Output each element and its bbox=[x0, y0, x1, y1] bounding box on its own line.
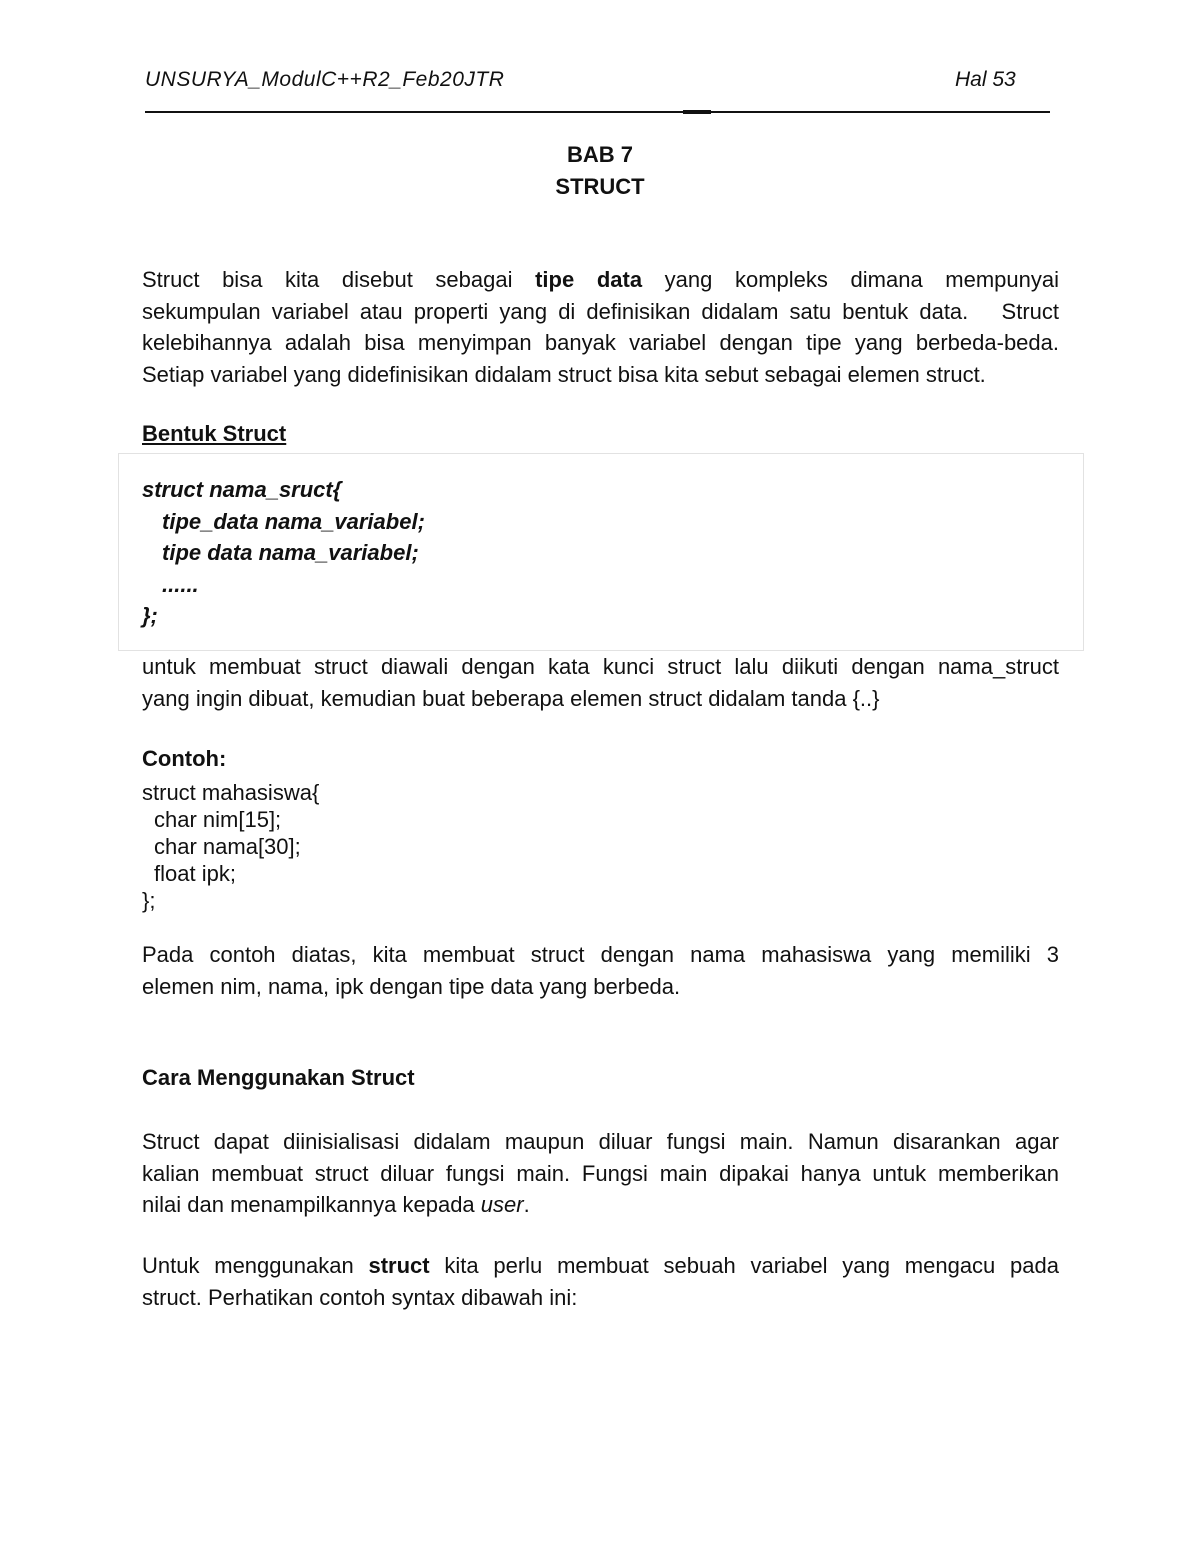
intro-text: Struct bisa kita disebut sebagai bbox=[142, 267, 536, 292]
page-number: Hal 53 bbox=[955, 68, 1016, 91]
cara-text: nilai dan menampilkannya kepada bbox=[142, 1192, 481, 1217]
code-line: tipe_data nama_variabel; bbox=[162, 508, 425, 534]
struct-syntax-code bbox=[142, 474, 425, 632]
code-line: struct mahasiswa{ bbox=[142, 780, 320, 805]
code-line: ...... bbox=[162, 571, 199, 597]
section-heading-cara: Cara Menggunakan Struct bbox=[142, 1065, 415, 1090]
example-code bbox=[142, 779, 319, 914]
code-line: tipe data nama_variabel; bbox=[162, 540, 419, 565]
intro-line-4: Setiap variabel yang didefinisikan didalam struct bisa kita sebut sebagai elemen struct. bbox=[142, 361, 986, 387]
header-rule-accent bbox=[683, 110, 711, 114]
section-heading-contoh: Contoh: bbox=[142, 746, 227, 771]
header-rule bbox=[145, 111, 1050, 113]
cara-p2-line-1 bbox=[142, 1250, 1059, 1282]
cara-p2-line-2: struct. Perhatikan contoh syntax dibawah ini: bbox=[142, 1284, 578, 1310]
section-heading-bentuk: Bentuk Struct bbox=[142, 421, 287, 446]
example-desc-line-1: Pada contoh diatas, kita membuat struct dengan nama mahasiswa yang memiliki 3 bbox=[142, 942, 1059, 967]
intro-bold-term: tipe data bbox=[535, 267, 643, 292]
code-line: char nama[30]; bbox=[154, 834, 301, 859]
cara-paragraph-1 bbox=[142, 1126, 1059, 1221]
code-line: char nim[15]; bbox=[154, 807, 282, 832]
chapter-title: STRUCT bbox=[555, 174, 645, 199]
cara-italic-term: user bbox=[480, 1192, 524, 1217]
code-line: float ipk; bbox=[154, 861, 236, 886]
example-desc-line-2: elemen nim, nama, ipk dengan tipe data yang berbeda. bbox=[142, 973, 681, 999]
cara-text: kita perlu membuat sebuah variabel yang mengacu pada bbox=[429, 1253, 1059, 1278]
cara-text: . bbox=[523, 1192, 530, 1217]
cara-p1-line-3 bbox=[142, 1189, 1059, 1221]
cara-p1-line-1: Struct dapat diinisialisasi didalam maupun diluar fungsi main. Namun disarankan agar bbox=[142, 1129, 1059, 1154]
cara-text: Untuk menggunakan bbox=[142, 1253, 369, 1278]
code-line: }; bbox=[142, 603, 158, 628]
chapter-number: BAB 7 bbox=[566, 142, 633, 167]
code-line: struct nama_sruct{ bbox=[142, 477, 342, 502]
explain-line-2: yang ingin dibuat, kemudian buat beberapa elemen struct didalam tanda {..} bbox=[142, 685, 880, 711]
intro-line-3: kelebihannya adalah bisa menyimpan banyak variabel dengan tipe yang berbeda-beda. bbox=[142, 330, 1059, 355]
cara-bold-term: struct bbox=[368, 1253, 430, 1278]
explain-line-1: untuk membuat struct diawali dengan kata kunci struct lalu diikuti dengan nama_struct bbox=[142, 654, 1059, 679]
intro-paragraph bbox=[142, 264, 1059, 390]
example-description bbox=[142, 939, 1059, 1002]
page-header-title: UNSURYA_ModulC++R2_Feb20JTR bbox=[145, 68, 505, 91]
explain-paragraph bbox=[142, 651, 1059, 714]
intro-text: yang kompleks dimana mempunyai bbox=[642, 267, 1060, 292]
intro-line-1 bbox=[142, 264, 1059, 296]
code-line: }; bbox=[142, 888, 156, 913]
cara-p1-line-2: kalian membuat struct diluar fungsi main. Fungsi main dipakai hanya untuk memberikan bbox=[142, 1160, 1059, 1186]
intro-line-2: sekumpulan variabel atau properti yang di definisikan didalam satu bentuk data. Struct bbox=[142, 298, 1059, 324]
cara-paragraph-2 bbox=[142, 1250, 1059, 1313]
